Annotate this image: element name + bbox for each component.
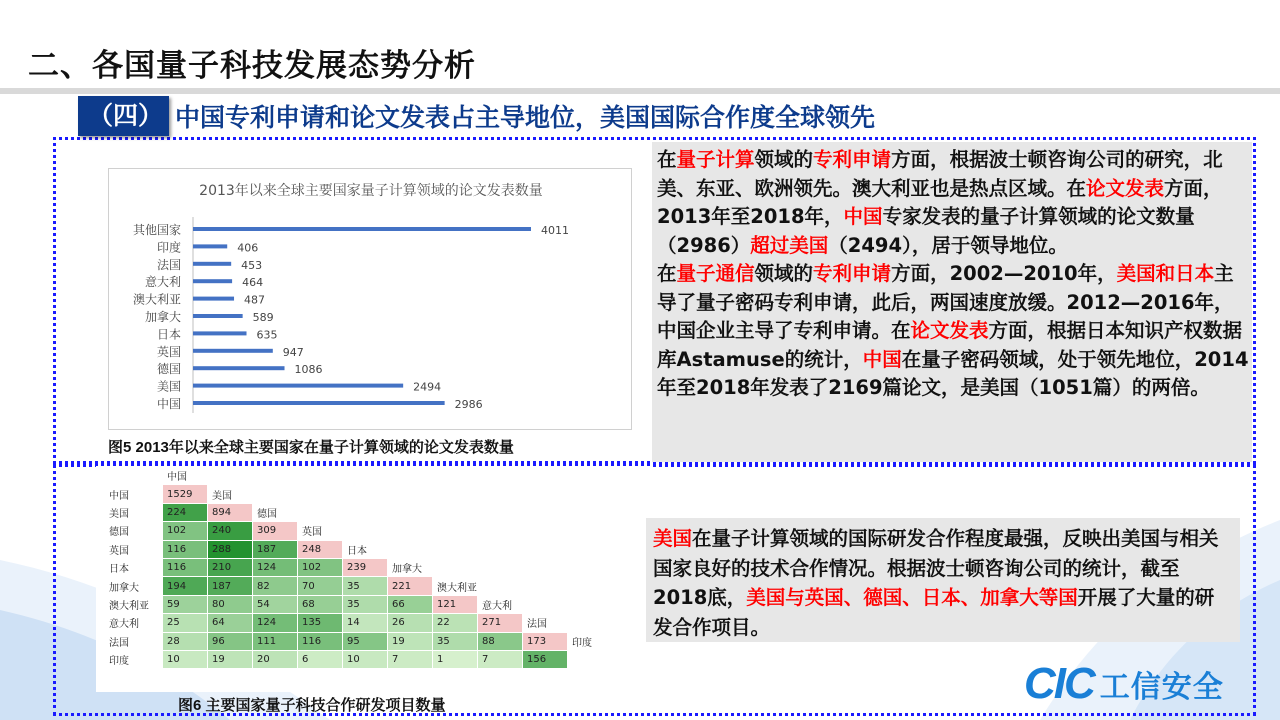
matrix-corner — [97, 467, 163, 485]
body-text: 在量子计算领域的国际研发合作程度最强，反映出美国与相关国家良好的技术合作情况。根据波士顿咨询公司的统计，截至2018底， — [653, 527, 1219, 609]
cic-logo-icon: CIC — [1024, 659, 1094, 708]
body-text: （2494），居于领导地位。 — [828, 233, 1068, 257]
bar-5 — [193, 314, 243, 318]
value-label: 1086 — [294, 363, 323, 377]
matrix-col-header: 加拿大 — [388, 558, 433, 576]
matrix-cell: 25 — [163, 614, 208, 632]
highlighted-text: 专利申请 — [813, 148, 892, 171]
matrix-cell: 19 — [388, 632, 433, 650]
matrix-col-header: 印度 — [568, 632, 613, 650]
matrix-row-header: 日本 — [97, 558, 163, 576]
highlighted-text: 中国 — [862, 347, 902, 371]
body-text: 方面，2013年至2018年， — [657, 176, 1223, 228]
matrix-cell: 66 — [388, 595, 433, 613]
body-text: 方面，2002—2010年， — [891, 262, 1117, 285]
body-text: 领域的 — [754, 148, 814, 171]
category-label: 英国 — [156, 344, 181, 359]
matrix-row-header: 澳大利亚 — [97, 595, 163, 613]
matrix-cell: 64 — [208, 614, 253, 632]
value-label: 4011 — [541, 224, 569, 237]
matrix-cell: 116 — [298, 632, 343, 650]
matrix-col-header: 日本 — [343, 540, 388, 558]
matrix-row — [97, 485, 613, 503]
highlighted-text: 论文发表 — [910, 319, 989, 342]
section-subtitle — [78, 96, 875, 136]
matrix-cell: 10 — [343, 650, 388, 668]
matrix-cell: 124 — [253, 558, 298, 576]
body-text: 领域的 — [754, 262, 814, 285]
cooperation-matrix-table — [96, 466, 613, 669]
highlighted-text: 美国与英国、德国、日本、加拿大等国 — [746, 586, 1078, 609]
matrix-row — [97, 540, 613, 558]
matrix-col-header: 意大利 — [478, 595, 523, 613]
bar-8 — [193, 366, 285, 370]
quantum-computing-paragraph — [657, 146, 1250, 260]
matrix-cell: 271 — [478, 614, 523, 632]
matrix-row-header: 德国 — [97, 522, 163, 540]
matrix-row — [97, 650, 613, 668]
matrix-cell: 1 — [433, 650, 478, 668]
category-label: 加拿大 — [144, 310, 181, 324]
category-label: 中国 — [156, 397, 181, 411]
matrix-cell: 70 — [298, 577, 343, 595]
matrix-cell: 187 — [208, 577, 253, 595]
matrix-cell: 14 — [343, 614, 388, 632]
matrix-cell: 26 — [388, 614, 433, 632]
subtitle-badge: （四） — [78, 96, 169, 136]
slide-title: 二、各国量子科技发展态势分析 — [28, 48, 476, 84]
matrix-row — [97, 522, 613, 540]
value-label: 487 — [244, 293, 266, 307]
paper-count-chart-svg — [109, 169, 633, 431]
body-text: 在量子密码领域，处于领先地位，2014年至2018年发表了2169篇论文，是美国（1051篇）的两倍。 — [657, 347, 1249, 399]
bar-0 — [193, 227, 531, 231]
matrix-row-header: 英国 — [97, 540, 163, 558]
matrix-cell: 88 — [478, 632, 523, 650]
matrix-cell: 240 — [208, 522, 253, 540]
matrix-cell: 116 — [163, 540, 208, 558]
matrix-cell: 10 — [163, 650, 208, 668]
category-label: 美国 — [156, 379, 181, 394]
matrix-col-header: 中国 — [163, 467, 208, 485]
figure6-caption: 图6 主要国家量子科技合作研发项目数量 — [178, 697, 446, 714]
bar-10 — [193, 401, 445, 405]
bar-9 — [193, 384, 403, 388]
us-cooperation-paragraph — [653, 524, 1232, 642]
highlighted-text: 量子计算 — [676, 148, 755, 171]
matrix-row-header: 加拿大 — [97, 577, 163, 595]
us-cooperation-text-panel — [646, 518, 1240, 642]
matrix-cell: 19 — [208, 650, 253, 668]
matrix-cell: 95 — [343, 632, 388, 650]
matrix-cell: 68 — [298, 595, 343, 613]
matrix-cell: 124 — [253, 614, 298, 632]
bar-6 — [193, 331, 247, 335]
matrix-cell: 28 — [163, 632, 208, 650]
matrix-col-header: 美国 — [208, 485, 253, 503]
value-label: 2494 — [413, 380, 442, 394]
matrix-col-header: 德国 — [253, 503, 298, 521]
matrix-cell: 7 — [478, 650, 523, 668]
figure5-caption: 图5 2013年以来全球主要国家在量子计算领域的论文发表数量 — [108, 439, 514, 456]
matrix-row — [97, 595, 613, 613]
matrix-cell: 239 — [343, 558, 388, 576]
matrix-cell: 221 — [388, 577, 433, 595]
bar-2 — [193, 262, 231, 266]
category-label: 澳大利亚 — [132, 292, 181, 307]
matrix-cell: 248 — [298, 540, 343, 558]
matrix-cell: 102 — [298, 558, 343, 576]
matrix-cell: 224 — [163, 503, 208, 521]
matrix-row — [97, 614, 613, 632]
matrix-col-header: 法国 — [523, 614, 568, 632]
highlighted-text: 美国 — [653, 527, 693, 550]
matrix-cell: 22 — [433, 614, 478, 632]
matrix-row — [97, 558, 613, 576]
cic-logo — [1024, 660, 1254, 708]
value-label: 453 — [241, 258, 263, 272]
category-label: 德国 — [156, 362, 181, 377]
matrix-cell: 102 — [163, 522, 208, 540]
matrix-col-header: 英国 — [298, 522, 343, 540]
bar-7 — [193, 349, 273, 353]
value-label: 2986 — [454, 398, 483, 411]
value-label: 947 — [282, 345, 304, 359]
matrix-row-header: 意大利 — [97, 614, 163, 632]
cooperation-matrix — [96, 466, 650, 692]
category-label: 印度 — [156, 240, 181, 255]
matrix-cell: 135 — [298, 614, 343, 632]
matrix-cell: 7 — [388, 650, 433, 668]
body-text: 专家发表的量子计算领域的论文数量（2986） — [657, 205, 1195, 257]
bar-4 — [193, 297, 234, 301]
highlighted-text: 论文发表 — [1086, 176, 1165, 200]
matrix-cell: 187 — [253, 540, 298, 558]
matrix-cell: 82 — [253, 577, 298, 595]
matrix-cell: 1529 — [163, 485, 208, 503]
matrix-cell: 116 — [163, 558, 208, 576]
paper-count-chart — [108, 168, 632, 430]
matrix-cell: 894 — [208, 503, 253, 521]
value-label: 464 — [242, 276, 264, 290]
matrix-row-header: 中国 — [97, 485, 163, 503]
bar-3 — [193, 279, 232, 283]
matrix-col-header: 澳大利亚 — [433, 577, 478, 595]
matrix-row-header: 法国 — [97, 632, 163, 650]
value-label: 406 — [237, 241, 259, 255]
matrix-cell: 121 — [433, 595, 478, 613]
highlighted-text: 专利申请 — [813, 262, 892, 285]
value-label: 589 — [252, 311, 274, 324]
matrix-cell: 6 — [298, 650, 343, 668]
matrix-cell: 80 — [208, 595, 253, 613]
matrix-cell: 35 — [433, 632, 478, 650]
matrix-cell: 173 — [523, 632, 568, 650]
matrix-cell: 309 — [253, 522, 298, 540]
title-divider — [0, 88, 1280, 94]
matrix-cell: 59 — [163, 595, 208, 613]
matrix-row-header: 印度 — [97, 650, 163, 668]
body-text: 开展了大量的研发合作项目。 — [653, 586, 1215, 639]
highlighted-text: 中国 — [843, 205, 883, 228]
matrix-cell: 35 — [343, 595, 388, 613]
matrix-row — [97, 577, 613, 595]
matrix-cell: 20 — [253, 650, 298, 668]
category-label: 法国 — [156, 257, 181, 272]
matrix-cell: 194 — [163, 577, 208, 595]
matrix-cell: 54 — [253, 595, 298, 613]
matrix-cell: 156 — [523, 650, 568, 668]
quantum-patent-paper-text-panel — [652, 142, 1252, 462]
highlighted-text: 美国和日本 — [1116, 262, 1215, 285]
chart-title: 2013年以来全球主要国家量子计算领域的论文发表数量 — [199, 183, 543, 199]
quantum-communication-paragraph — [657, 260, 1250, 403]
category-label: 意大利 — [144, 275, 181, 290]
matrix-row — [97, 503, 613, 521]
bar-1 — [193, 244, 227, 248]
matrix-cell: 111 — [253, 632, 298, 650]
category-label: 其他国家 — [132, 223, 181, 237]
body-text: 在 — [657, 148, 677, 171]
matrix-cell: 35 — [343, 577, 388, 595]
category-label: 日本 — [156, 327, 181, 342]
subtitle-text: 中国专利申请和论文发表占主导地位，美国国际合作度全球领先 — [175, 103, 876, 132]
body-text: 方面，根据波士顿咨询公司的研究，北美、东亚、欧洲领先。澳大利亚也是热点区域。在 — [657, 148, 1223, 200]
value-label: 635 — [256, 328, 278, 342]
matrix-cell: 288 — [208, 540, 253, 558]
body-text: 主导了量子密码专利申请，此后，两国速度放缓。2012—2016年，中国企业主导了专利申请。在 — [657, 262, 1234, 342]
body-text: 方面，根据日本知识产权数据库Astamuse的统计， — [657, 319, 1243, 371]
matrix-cell: 210 — [208, 558, 253, 576]
matrix-row — [97, 632, 613, 650]
cic-logo-text: 工信安全 — [1099, 670, 1224, 705]
highlighted-text: 量子通信 — [676, 262, 755, 285]
matrix-cell: 96 — [208, 632, 253, 650]
highlighted-text: 超过美国 — [750, 233, 829, 257]
matrix-row-header: 美国 — [97, 503, 163, 521]
body-text: 在 — [657, 262, 677, 285]
